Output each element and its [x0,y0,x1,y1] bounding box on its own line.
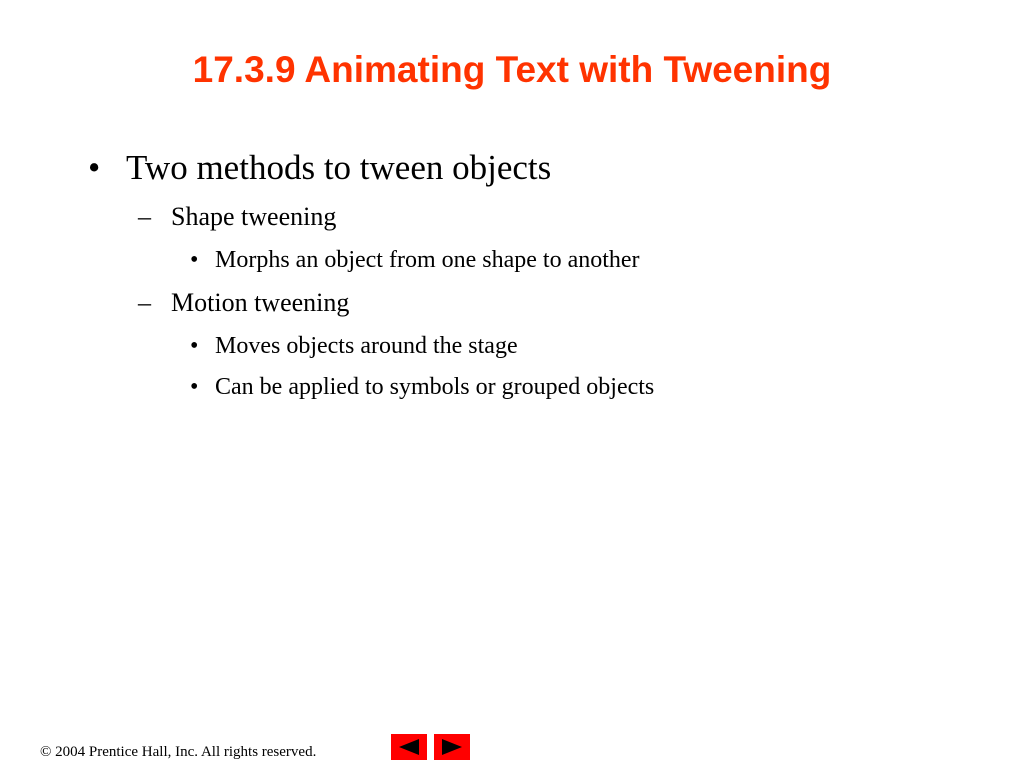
bullet-text: Can be applied to symbols or grouped objects [215,374,655,400]
bullet-text: Two methods to tween objects [126,148,552,187]
copyright-notice: © 2004 Prentice Hall, Inc. All rights reserved. [40,744,317,760]
bullet-marker: • [190,247,199,273]
next-slide-button[interactable] [434,734,470,760]
slide-title: 17.3.9 Animating Text with Tweening [192,49,832,90]
right-triangle-arrow-icon [440,738,464,756]
bullet-text: Moves objects around the stage [215,333,518,359]
dash-marker: – [138,202,151,231]
bullet-marker: • [88,148,101,187]
left-triangle-arrow-icon [397,738,421,756]
bullet-text: Morphs an object from one shape to another [215,247,640,273]
bullet-marker: • [190,374,199,400]
bullet-marker: • [190,333,199,359]
bullet-text: Shape tweening [171,202,337,231]
dash-marker: – [138,288,151,317]
previous-slide-button[interactable] [391,734,427,760]
bullet-text: Motion tweening [171,288,350,317]
